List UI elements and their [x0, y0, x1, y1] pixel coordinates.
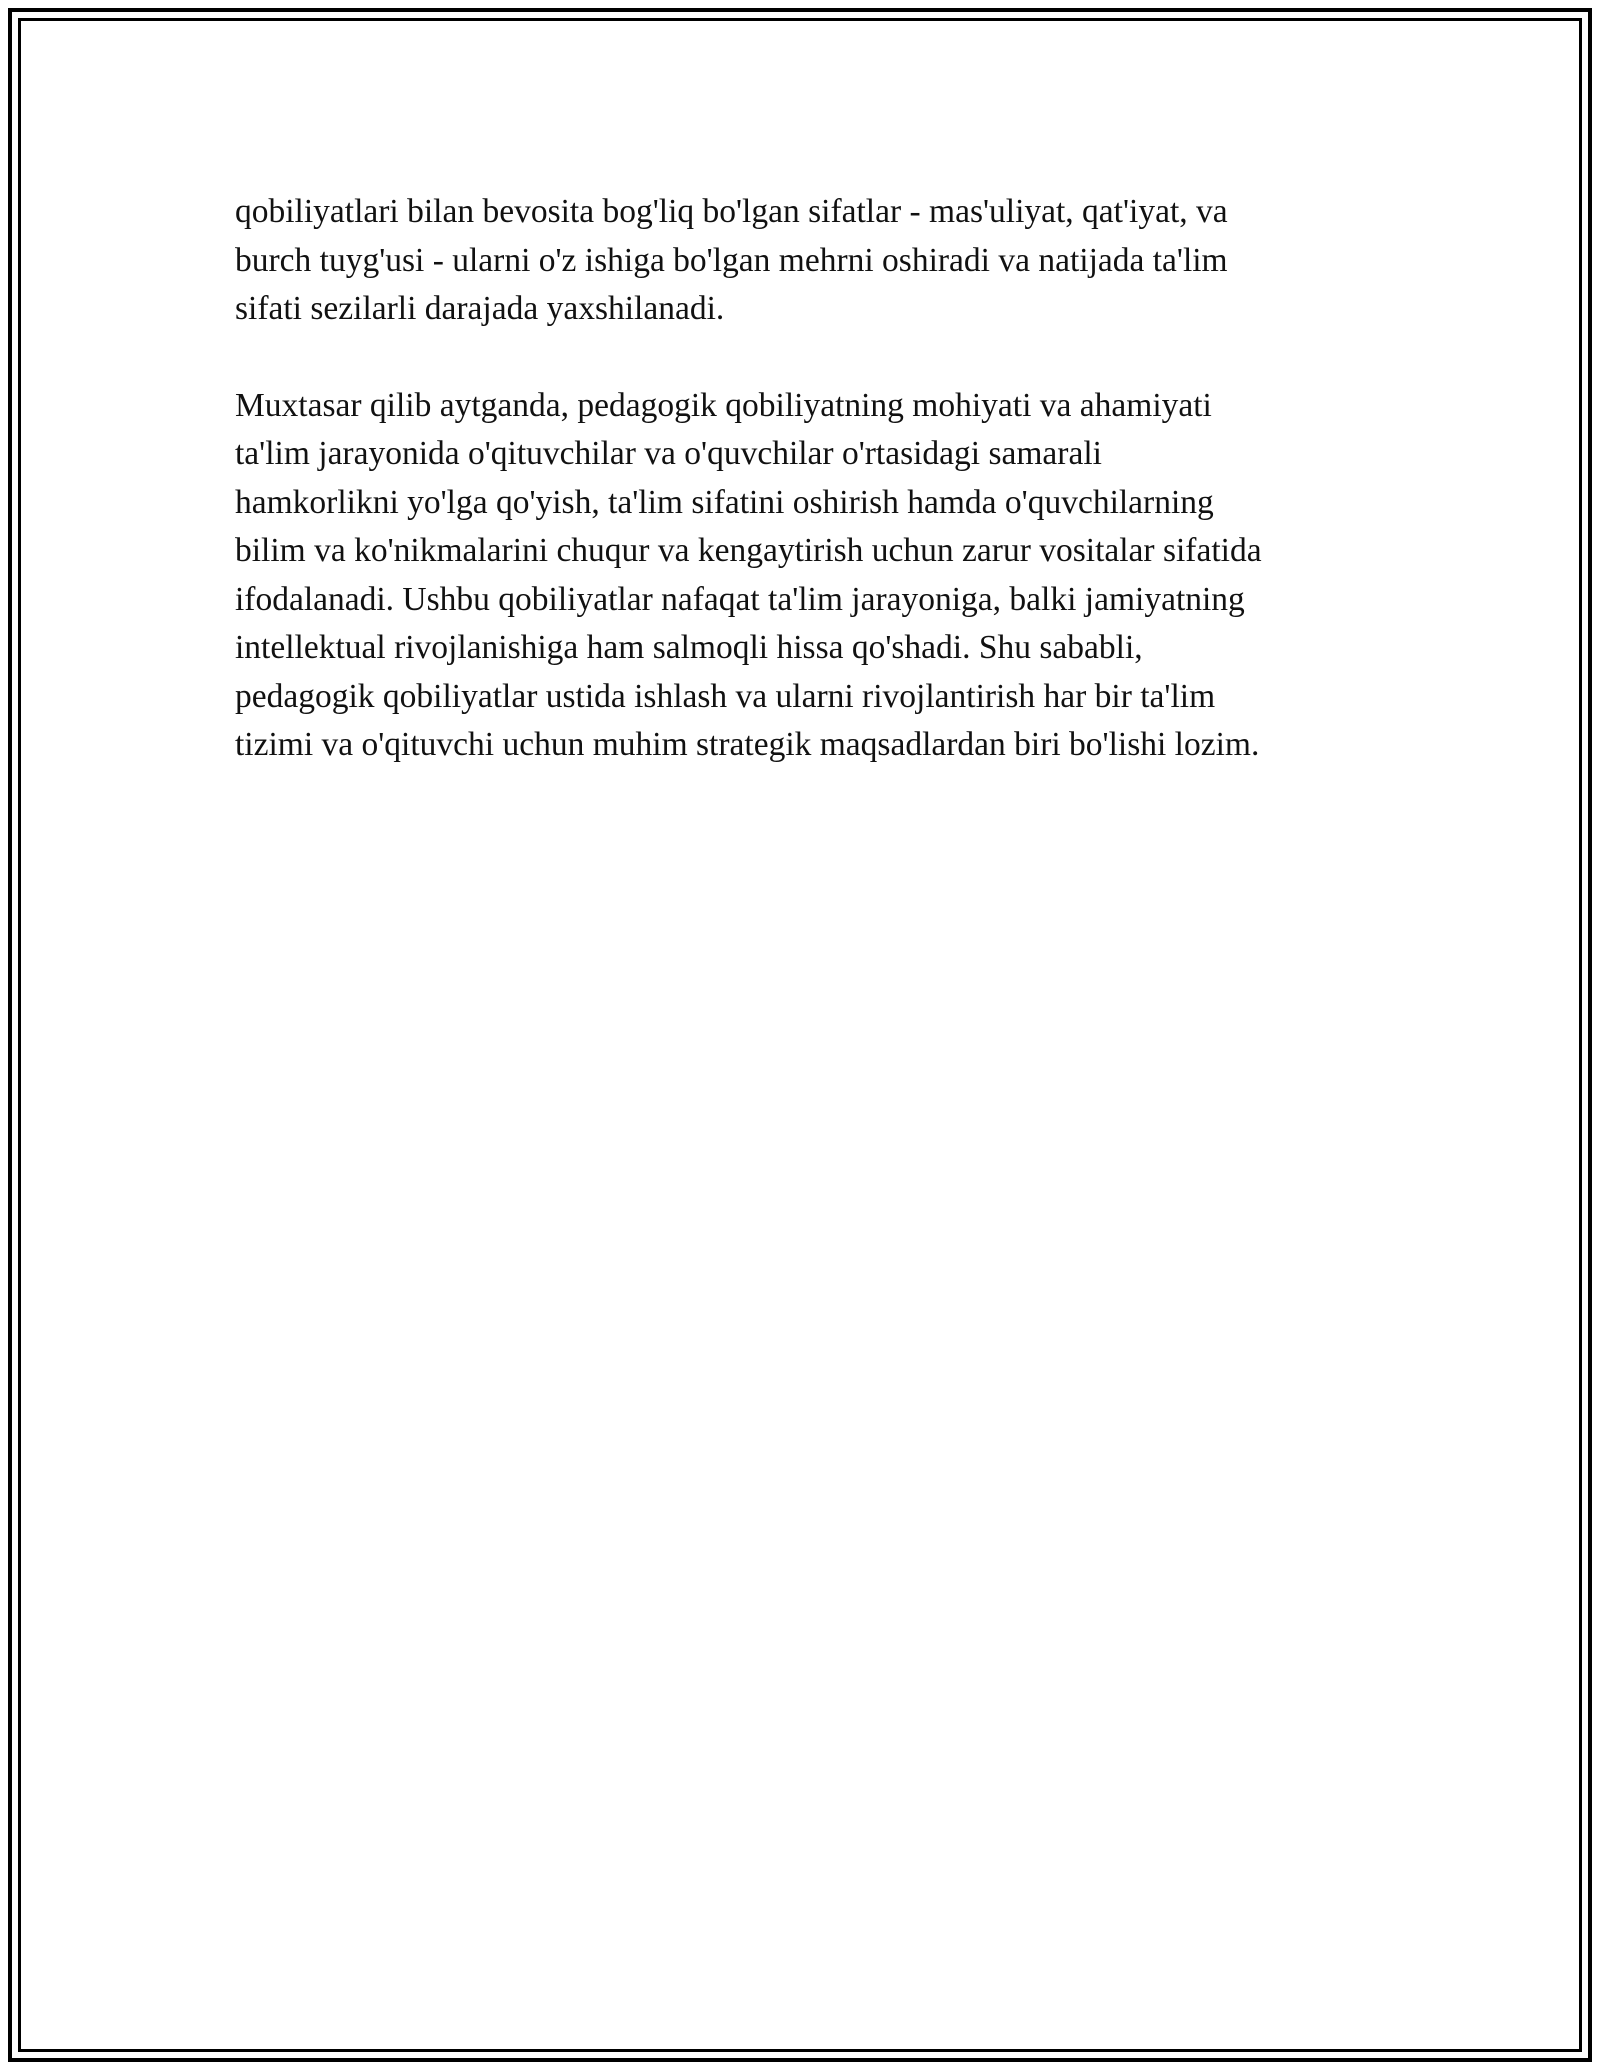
text-line: burch tuyg'usi - ularni o'z ishiga bo'lgan mehrni oshiradi va natijada ta'lim: [235, 241, 1228, 279]
text-line: ta'lim jarayonida o'qituvchilar va o'quvchilar o'rtasidagi samarali: [235, 435, 1102, 472]
text-line: sifati sezilarli darajada yaxshilanadi.: [235, 290, 725, 327]
paragraph: [235, 188, 1375, 334]
text-line: bilim va ko'nikmalarini chuqur va kengaytirish uchun zarur vositalar sifatida: [235, 532, 1262, 569]
text-line: tizimi va o'qituvchi uchun muhim strategik maqsadlardan biri bo'lishi lozim.: [235, 726, 1260, 763]
text-line: Muxtasar qilib aytganda, pedagogik qobiliyatning mohiyati va ahamiyati: [235, 386, 1212, 424]
paragraph: [235, 382, 1375, 770]
text-line: qobiliyatlari bilan bevosita bog'liq bo'lgan sifatlar - mas'uliyat, qat'iyat, va: [235, 193, 1228, 230]
text-line: hamkorlikni yo'lga qo'yish, ta'lim sifatini oshirish hamda o'quvchilarning: [235, 483, 1214, 521]
document-body: [235, 188, 1375, 770]
document-page: [8, 8, 1592, 2062]
text-line: ifodalanadi. Ushbu qobiliyatlar nafaqat ta'lim jarayoniga, balki jamiyatning: [235, 580, 1245, 618]
text-line: pedagogik qobiliyatlar ustida ishlash va ularni rivojlantirish har bir ta'lim: [235, 677, 1216, 715]
text-line: intellektual rivojlanishiga ham salmoqli hissa qo'shadi. Shu sababli,: [235, 629, 1143, 666]
